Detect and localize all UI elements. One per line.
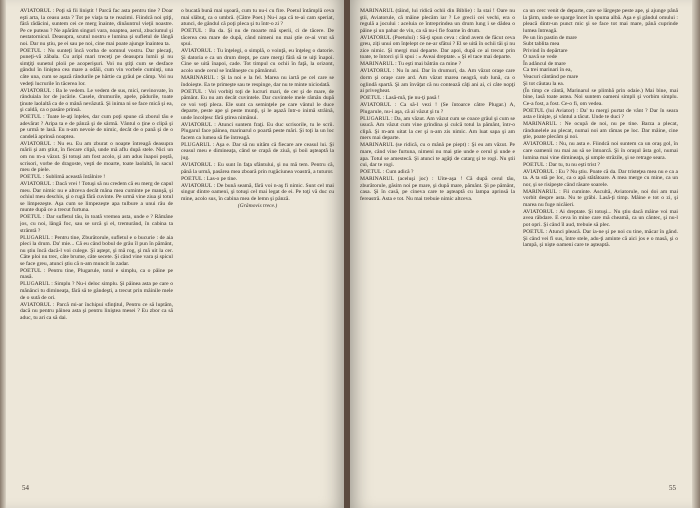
text-paragraph: MARINARUL : Tu eşti mai bătrân ca mine ?	[360, 61, 462, 68]
right-page-edge	[692, 0, 700, 508]
text-paragraph: AVIATORUL : Poţi să fii liniştit ! Parcă fac asta pentru tine ? Doar eşti arta, la ceasu asta ? Tot pe viaţa ta te reazimi. Fiindcă noi ştiţi, fără rădăcini, suntem cei ce merg înainte, dinăuntrul vieţii noastre. Pe ce puteau ? Ne apărăm singuri vara, noaptea, aerul, zbuciumul şi nestatornicul. Deasupra, scutul nostru e lumina şi sufletul de lângă noi. Dar nu ştiu, pe ei sau pe noi, cine mai poate ajunge înaintea ta.	[20, 8, 173, 47]
right-page-number: 55	[669, 484, 676, 492]
text-paragraph: PLUGARUL : Simplu ? Nu-i deloc simplu. Şi pâinea asta pe care o mănânci tu dimineaţa, fără să te gândeşti, a trecut prin mâinile mele de o sută de ori.	[20, 281, 173, 301]
text-paragraph: AVIATORUL : Ca să-l vezi ! (Se întoarce către Plugar.) A, Plugarule, nu-i aşa, că ai văzut şi tu ?	[360, 102, 515, 115]
text-paragraph: PLUGARUL : Da, am văzut. Am văzut cum se coace grâul şi cum se usucă. Am văzut cum vine grindina şi culcă totul la pământ, într-o clipă. Şi m-am uitat la cer şi n-am zis nimic. Am luat sapa şi am mers mai departe.	[360, 115, 515, 142]
text-paragraph: MARINARUL (tăind, lui ridică ochii din Biblie) : Ia stai ! Oare nu ştii, Aviatorule, că mâine plecăm iar ? Le grecii cei vechi, era o regulă a jocului : aceluia ce întreprindea un drum lung i se dădea o pâine şi un pahar de vin, ca să nu-i fie foame în drum.	[360, 8, 515, 34]
text-paragraph: MARINARUL : Şi la noi e la fel. Marea nu iartă pe cel care se îndoieşte. Ea te primeşte sau te respinge, dar nu te minte niciodată.	[181, 74, 334, 88]
left-page-columns	[20, 8, 334, 478]
text-paragraph: AVIATORUL : De bună seamă, fără voi n-aş fi nimic. Sunt cel mai singur dintre oameni, şi totuşi cel mai legat de ei. Pe toţi vă duc cu mine, acolo sus, în cabina mea de lemn şi pânză.	[181, 182, 334, 202]
text-paragraph: o bucată bună mai uşoară, cum tu nu-i cu fire. Poetul întâmplă ceva mai slăbuţ, ca o umbră. (Către Poet.) Nu-i aşa că te-ai cam speriat, atunci, de gândul că poţi pleca şi tu într-o zi ?	[181, 8, 334, 28]
text-paragraph: AVIATORUL : Eu sunt în faţa sfântului, şi nu mă tem. Pentru că, până la urmă, pasărea mea zboară prin rugăciunea voastră, a tuturor.	[181, 162, 334, 175]
text-paragraph: AVIATORUL : Eu ? Nu ştiu. Poate că da. Dar tristeţea mea nu e ca a ta. A ta stă pe loc, ca o apă stătătoare. A mea merge cu mine, ca un nor, şi se risipeşte când răsare soarele.	[523, 168, 678, 188]
text-paragraph: AVIATORUL (Poetului) : Să-ţi spun ceva : când avem de făcut ceva greu, ziţi unui om înţelept ce ne-ar sfătui ? El se uită în ochii tăi şi nu zice nimic. Şi mergi mai departe. Dar apoi, după ce ai trecut prin toate, te întorci şi îi spui : « Aveai dreptate. » Şi el tace mai departe.	[360, 34, 515, 61]
text-paragraph: PLUGARUL : Pentru tine, Zburătorule, sufletul e o bucurie : de aia pleci la drum. Da' mie... Că eu când bobul de grâu îl pun în pământ, nu ştiu încă dacă-l voi culege. Şi aştept, şi mă rog, şi mă uit la cer. Câte ploi nu trec, câte brume, câte secete. Şi când vine vara şi spicul se face greu, atunci ştiu că n-am muncit în zadar.	[20, 234, 173, 267]
text-paragraph: AVIATORUL : Nu în ani. Dar în drumuri, da. Am văzut oraşe care dorm şi oraşe care ard. Am văzut marea neagră, sub lună, ca o oglindă spartă. Şi am învăţat că nu contează câţi ani ai, ci câte nopţi ai privegheat.	[360, 68, 515, 95]
text-paragraph: POETUL : Nu sunteţi încă vorba de somnul vostru. Dar plecaţi, puneţi-vă zăbala. Cu aripi mari treceţi pe deasupra lumii şi nu simţiţi sunetul ploii pe acoperişuri. Voi nu ştiţi cum se desface gândul în liniştea cea mare a odăii, cum vin vorbele cuminţi, una câte una, cum se aşază rândurile pe hârtie ca grâul pe câmp. Voi nu vedeţi lucrurile în tăcerea lor.	[20, 47, 173, 87]
text-paragraph: POETUL : Cum adică ?	[360, 169, 414, 176]
text-paragraph: POETUL : Dar sufletul tău, în toată vremea asta, unde e ? Rămâne jos, cu noi, lângă foc, sau se urcă şi el, tremurând, în cabina ta strâmtă ?	[20, 214, 173, 234]
text-paragraph: POETUL : Pentru tine, Plugarule, totul e simplu, ca o pâine pe masă.	[20, 267, 173, 281]
right-column-1	[360, 8, 515, 478]
text-paragraph: MARINARUL (se ridică, cu o mână pe piept) : Şi eu am văzut. Pe mare, când vine furtuna, nimeni nu mai ştie unde e cerul şi unde e apa. Totul se amestecă. Şi atunci te agăţi de catarg şi te rogi. Nu ştii cui, dar te rogi.	[360, 142, 515, 169]
text-paragraph: POETUL : Dar tu, tu nu eşti trist ?	[523, 161, 601, 168]
text-paragraph: POETUL : Toate le-aţi înţeles, dar cum poţi spune că zborul tău e adevărat ? Aripa ta e de pânză şi de sârmă. Vântul o ţine o clipă şi pe urmă te lasă. Eu n-am nevoie de nimic, decât de o pană şi de o candelă aprinsă noaptea.	[20, 114, 173, 140]
left-page-number: 54	[22, 484, 29, 492]
text-paragraph: AVIATORUL : Tu înţelegi, o simplă, o voinţă, eu înţeleg o datorie. Şi datoria e ca un drum drept, pe care mergi fără să te uiţi înapoi. Cine se uită înapoi, cade. Tot timpul cu ochii în faţă, la orizont, acolo unde cerul se întâlneşte cu pământul.	[181, 48, 334, 74]
text-paragraph: AVIATORUL : Nu eu. Eu am zburat o noapte întreagă deasupra mării şi am ştiut, în fiecare clipă, unde mă aflu după stele. Nici un om nu m-a văzut. Şi totuşi am fost acolo, şi am adus înapoi poştă, scrisori, vorbe de dragoste, veşti de moarte, toate laolaltă, în sacul meu de piele.	[20, 140, 173, 174]
right-page-columns	[360, 8, 678, 478]
text-paragraph: POETUL : Ba da. Şi nu de moarte mă sperii, ci de tăcere. De tăcerea cea mare de după, când nimeni nu mai ştie ce-ai vrut să spui.	[181, 28, 334, 48]
text-paragraph: POETUL (lui Aviator) : Da' tu mergi purtat de vânt ? Dar în seara asta e linişte, şi vântul a tăcut. Unde te duci ?	[523, 107, 678, 121]
text-paragraph: PLUGARUL : Aşa e. Dar să nu uităm că fiecare are ceasul lui. Şi ceasul meu e dimineaţa, când se crapă de ziuă, şi boii aşteaptă la jug.	[181, 141, 334, 162]
text-paragraph: ca un cerc venit de departe, care se lărgeşte peste ape, şi ajunge până la ţărm, unde se sparge încet în spuma albă. Aşa e şi gândul omului : pleacă dintr-un punct mic şi se face tot mai mare, până cuprinde lumea întreagă.	[523, 8, 678, 34]
text-paragraph: POETUL : Voi vorbiţi toţi de lucruri mari, de cer şi de mare, de pământ. Eu nu am decât cuvintele. Dar cuvintele mele rămân după ce voi veţi pleca. Ele sunt ca seminţele pe care vântul le duce departe, peste ape şi peste munţi, şi le aşază într-o inimă străină, unde încolţesc fără ştirea nimănui.	[181, 88, 334, 121]
text-paragraph: POETUL : Lasă-mă, ţie nu-ţi pasă !	[360, 95, 440, 102]
text-paragraph: MARINARUL (aceluşi joc) : Uite-aşa ! Că după cerul tău, zburătorule, găsim noi pe mare, şi după mare, pământ. Şi pe pământ, casa. Şi în casă, pe cineva care te aşteaptă cu lampa aprinsă la fereastră. Asta e tot. Nu mai trebuie nimic altceva.	[360, 176, 515, 202]
right-page	[350, 0, 692, 508]
text-paragraph: AVIATORUL : Ba le vedem. Le vedem de sus, mici, nevinovate, în rânduiala lor de jucărie. Casele, drumurile, apele, pădurile, toate ţinute laolaltă ca de o mână nevăzută. Şi inima ni se face mică şi ea, şi caldă, ca o pasăre prinsă.	[20, 87, 173, 114]
stage-note: (Grămovis trece.)	[237, 202, 278, 209]
left-page	[6, 0, 344, 508]
text-paragraph: POETUL : Atunci pleacă. Dar ia-ne şi pe noi cu tine, măcar în gând. Şi când vei fi sus, între stele, adu-ţi aminte că aici jos e o masă, şi o lampă, şi nişte oameni care te aşteaptă.	[523, 229, 678, 249]
right-column-2	[523, 8, 678, 478]
left-column-1	[20, 8, 173, 478]
text-paragraph: AVIATORUL : Atunci suntem fraţi. Eu duc scrisorile, tu le scrii. Plugarul face pâinea, marinarul o poartă peste mări. Şi toţi la un loc facem ca lumea să fie întreagă.	[181, 121, 334, 141]
text-paragraph: MARINARUL : Ne ocupă de noi, nu pe tine. Barza a plecat, rândunelele au plecat, numai noi am rămas pe loc. Dar mâine, cine ştie, poate plecăm şi noi.	[523, 121, 678, 141]
text-paragraph: POETUL : Sublimă această întâlnire !	[20, 174, 106, 181]
text-paragraph: AVIATORUL : Nu, nu asta e. Fiindcă noi suntem ca un oraş gol, în care oamenii nu mai au să se întoarcă. Şi în oraşul ăsta gol, numai lumina mai vine dimineaţa, şi umple străzile, şi se retrage seara.	[523, 141, 678, 161]
text-paragraph: (În timp ce cântă, Marinarul se plimbă prin odaie.) Mai bine, mai bine, lasă toate astea. Noi suntem oameni simpli şi vorbim simplu. Ce-a fost, a fost. Ce-o fi, om vedea.	[523, 87, 678, 107]
text-paragraph: POETUL : Las-o pe tine.	[181, 175, 238, 182]
text-paragraph: AVIATORUL : Ai dreptate. Şi totuşi... Nu ştiu dacă mâine voi mai avea răbdare. E ceva în mine care mă cheamă, ca un cântec, şi nu-l pot opri. Şi când îl aud, trebuie să plec.	[523, 208, 678, 228]
left-column-2	[181, 8, 334, 478]
text-paragraph: AVIATORUL : Parcă mi-ar închipui sfinţitul, Pentru ce să luptăm, dacă nu pentru pâinea asta şi pentru liniştea mesei ? Eu zbor ca să aduc, tu ari ca să dai.	[20, 301, 173, 321]
text-paragraph: Pe un lin pastin de mare Subt tablita mea Privind în depărtare O navă se vede În adâncul de mare Ca trei marinari în ea, Veacuri cântând pe mare Şi tot căutau la ea.	[523, 34, 579, 87]
text-paragraph: AVIATORUL : Dacă vrei ! Totuşi să nu credem că eu merg de capul meu. Dar nimic nu e altceva decât mâna mea cuminte pe manşă, şi ochiul meu deschis, şi o rugă fără cuvinte. Pe urmă vine ziua şi totul se limpezeşte. Aşa cum se limpezeşte apa tulbure a unui râu de munte după ce a trecut furtuna.	[20, 181, 173, 214]
text-paragraph: MARINARUL : Fii cuminte. Ascultă, Aviatorule, noi doi am mai vorbit despre asta. Nu te grăbi. Lasă-ţi timp. Mâine e tot o zi, şi marea nu fuge nicăieri.	[523, 188, 678, 208]
